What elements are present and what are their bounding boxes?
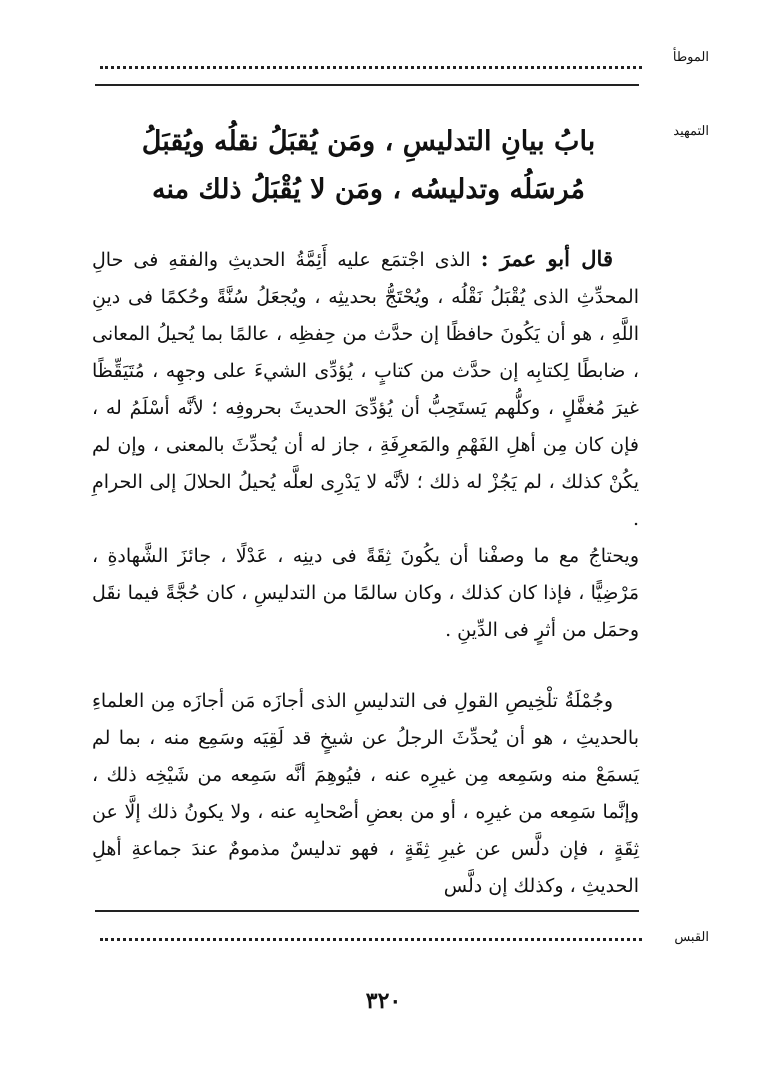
page-number: ٣٢٠ [365, 988, 402, 1014]
header-rule [95, 84, 639, 86]
body-text [92, 240, 639, 649]
body-text-continued [92, 683, 639, 905]
paragraph-1-text: الذى اجْتمَع عليه أَئِمَّةُ الحديثِ والفقهِ فى حالِ المحدِّثِ الذى يُقْبَلُ نَقْلُه ، ويُحْتَجُّ بحديثِه ، ويُجعَلُ سُنَّةً وحُكمًا فى دينِ اللَّهِ ، هو أن يَكُونَ حافظًا إن حدَّث من حِفظِه ، عالمًا بما يُحيلُ المعانى ، ضابطًا لِكتابِه إن حدَّث من كتابٍ ، يُؤدِّى الشيءَ على وجهِه ، مُتَيَقِّظًا غيرَ مُغفَّلٍ ، وكلُّهم يَستَحِبُّ أن يُؤدِّىَ الحديثَ بحروفِه ؛ لأنَّه أسْلَمُ له ، فإن كان مِن أهلِ الفَهْمِ والمَعرِفَةِ ، جاز له أن يُحدِّثَ بالمعنى ، وإن لم يكُنْ كذلك ، لم يَجُزْ له ذلك ؛ لأنَّه لا يَدْرِى لعلَّه يُحيلُ الحلالَ إلى الحرامِ . [92, 249, 639, 530]
margin-label-tamhid: التمهيد [673, 124, 709, 139]
chapter-title-line-1: بابُ بيانِ التدليسِ ، ومَن يُقبَلُ نقلُه ويُقبَلُ [141, 126, 596, 157]
speaker-name: قال أبو عمرَ : [480, 246, 613, 271]
paragraph-1 [92, 240, 639, 538]
header-dotted-line [100, 56, 642, 69]
paragraph-2: ويحتاجُ مع ما وصفْنا أن يكُونَ ثِقَةً فى دينِه ، عَدْلًا ، جائزَ الشَّهادةِ ، مَرْضِيًّا ، فإذا كان كذلك ، وكان سالمًا من التدليسِ ، كان حُجَّةً فيما نقَل وحمَل من أثرٍ فى الدِّينِ . [92, 545, 639, 641]
chapter-title-line-2: مُرسَلُه وتدليسُه ، ومَن لا يُقْبَلُ ذلك منه [152, 174, 585, 205]
margin-label-qabas: القبس [674, 930, 709, 945]
running-header-book: الموطأ [672, 50, 709, 65]
footer-dotted-line [100, 928, 642, 941]
footer-rule [95, 910, 639, 912]
chapter-title [100, 118, 637, 214]
paragraph-3: وجُمْلَةُ تلْخِيصِ القولِ فى التدليسِ الذى أجازَه مَن أجازَه مِن العلماءِ بالحديثِ ، هو أن يُحدِّثَ الرجلُ عن شيخٍ قد لَقِيَه وسَمِع منه ، بما لم يَسمَعْ منه وسَمِعه مِن غيرِه عنه ، فيُوهِمَ أنَّه سَمِعه من شَيْخِه ذلك ، وإنَّما سَمِعه من غيرِه ، أو من بعضِ أصْحابِه عنه ، ولا يكونُ ذلك إلَّا عن ثِقَةٍ ، فإن دلَّس عن غيرِ ثِقَةٍ ، فهو تدليسٌ مذمومٌ عندَ جماعةِ أهلِ الحديثِ ، وكذلك إن دلَّس [92, 690, 639, 897]
